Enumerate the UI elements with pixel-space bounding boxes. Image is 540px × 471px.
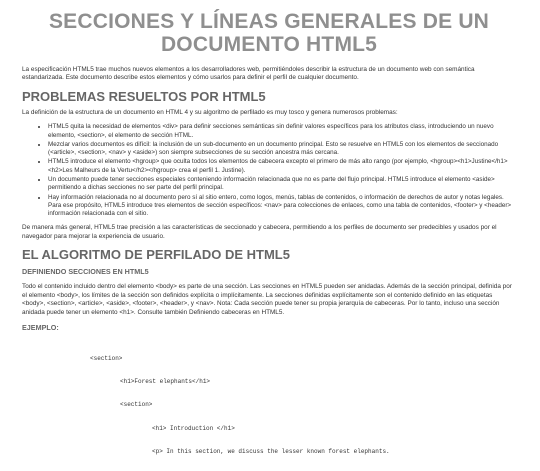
intro-paragraph: La especificación HTML5 trae muchos nuevos elementos a los desarrolladores web, permitiéndoles describir la estructura de un documento web con semántica estandarizada. Este documento describe estos elementos y cómo usarlos para definir el perfil de cualquier documento.	[22, 66, 475, 82]
example-label: EJEMPLO:	[22, 322, 59, 332]
page-title: SECCIONES Y LÍNEAS GENERALES DE UN DOCUMENTO HTML5	[48, 10, 490, 56]
problems-closing-paragraph: De manera más general, HTML5 trae precisión a las características de seccionado y cabecera, permitiendo a los perfiles de documento ser predecibles y usados por el navegador para mejorar la experiencia de usuario.	[22, 224, 497, 240]
list-item: • Mezclar varios documentos es difícil: la inclusión de un sub-documento en un documento principal. Esto se resuelve en HTML5 con los elementos de seccionado (<article>, <section>, <nav> y <aside>) son siempre subsecciones de su sección ancestra más cercana.	[48, 141, 516, 158]
defining-sections-paragraph: Todo el contenido incluido dentro del elemento <body> es parte de una sección. Las secciones en HTML5 pueden ser anidadas. Además de la sección principal, definida por el elemento <body>, los límites de la sección son definidos explícita o implícitamente. La secciones definidas explícitamente son el contenido definido en las etiquetas <body>, <section>, <article>, <aside>, <footer>, <header>, y <nav>. Nota: Cada sección puede tener su propia jerarquía de cabeceras. Por lo tanto, incluso una sección anidada puede tener un elemento <h1>. Consulte también Definiendo cabeceras en HTML5.	[22, 283, 512, 316]
problems-list	[22, 123, 516, 218]
code-line: <h1> Introduction </h1>	[152, 424, 235, 432]
code-line: <h1>Forest elephants</h1>	[120, 377, 211, 385]
code-line: <p> In this section, we discuss the lesser known forest elephants.	[152, 448, 390, 456]
code-line: <section>	[120, 401, 153, 409]
section-heading-algorithm: EL ALGORITMO DE PERFILADO DE HTML5	[22, 247, 290, 263]
list-item: • HTML5 introduce el elemento <hgroup> que oculta todos los elementos de cabecera excepto el primero de más alto rango (por ejemplo, <hgroup><h1>Justine</h1><h2>Les Malheurs de la Vertu</h2></hgroup> crea el perfil 1. Justine).	[48, 158, 516, 175]
code-line: <section>	[90, 354, 123, 362]
section-heading-problems: PROBLEMAS RESUELTOS POR HTML5	[22, 88, 266, 104]
problems-lead-paragraph: La definición de la estructura de un documento en HTML 4 y su algoritmo de perfilado es muy tosco y genera numerosos problemas:	[22, 108, 398, 116]
list-item: • HTML5 quita la necesidad de elementos <div> para definir secciones semánticas sin definir valores específicos para los atributos class, introduciendo un nuevo elemento, <section>, el elemento de sección HTML.	[48, 123, 516, 140]
list-item: • Un documento puede tener secciones especiales conteniendo información relacionada que no es parte del flujo principal. HTML5 introduce el elemento <aside> permitiendo a dichas secciones no ser parte del perfil principal.	[48, 176, 516, 193]
subheading-defining-sections: DEFINIENDO SECCIONES EN HTML5	[22, 267, 149, 277]
list-item: • Hay información relacionada no al documento pero sí al sitio entero, como logos, menús, tablas de contenidos, o información de derechos de autor y notas legales. Para ese propósito, HTML5 introduce tres elementos de sección específicos: <nav> para colecciones de enlaces, como una tabla de contenidos, <footer> y <header> información relacionada con el sitio.	[48, 194, 516, 219]
